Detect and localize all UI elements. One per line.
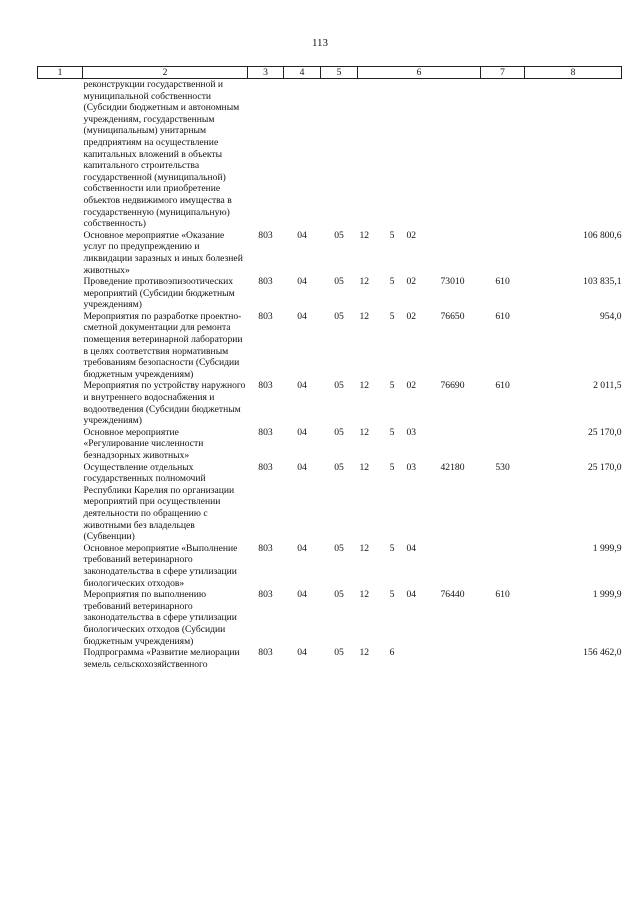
cell-col-4: 04	[297, 647, 307, 659]
cell-col-6-direction	[441, 543, 481, 589]
table-row	[38, 79, 622, 230]
cell-col-7	[481, 427, 525, 462]
cell-col-5: 05	[334, 589, 344, 601]
cell-col-4: 04	[297, 380, 307, 392]
cell-col-7: 610	[495, 589, 510, 601]
cell-col-6-subprogram	[384, 79, 401, 230]
cell-col-6-event: 04	[406, 542, 417, 554]
table-row	[38, 462, 622, 543]
cell-col-4: 04	[297, 589, 307, 601]
cell-name: Подпрограмма «Развитие мелиорации земель сельскохозяйственного	[83, 647, 240, 670]
cell-col-3: 803	[258, 461, 273, 473]
cell-col-6-program: 12	[359, 380, 370, 392]
cell-col-4: 04	[297, 542, 307, 554]
cell-col-6-program: 12	[359, 310, 370, 322]
cell-col-6-event: 03	[406, 461, 417, 473]
cell-col-6-subprogram: 5	[389, 461, 395, 473]
cell-col-6-program: 12	[359, 461, 370, 473]
cell-col-6-direction: 42180	[440, 461, 465, 473]
cell-col-6-program: 12	[359, 229, 370, 241]
cell-col-6-direction: 76650	[440, 310, 465, 322]
cell-col-6-subprogram: 6	[389, 647, 395, 659]
cell-amount: 25 170,0	[587, 426, 622, 438]
cell-col-1	[38, 427, 83, 462]
cell-col-5: 05	[334, 647, 344, 659]
cell-col-7	[481, 79, 525, 230]
cell-col-6-event: 02	[406, 276, 417, 288]
table-row	[38, 380, 622, 426]
cell-col-6-program: 12	[359, 647, 370, 659]
header-col-1: 1	[38, 67, 83, 79]
header-col-4: 4	[284, 67, 321, 79]
cell-col-6-event: 02	[406, 229, 417, 241]
cell-col-1	[38, 79, 83, 230]
table-row	[38, 427, 622, 462]
cell-col-6-direction: 76440	[440, 589, 465, 601]
cell-col-3: 803	[258, 647, 273, 659]
cell-col-1	[38, 589, 83, 647]
cell-col-1	[38, 380, 83, 426]
cell-col-4: 04	[297, 426, 307, 438]
table-row	[38, 543, 622, 589]
cell-col-1	[38, 543, 83, 589]
cell-name: Мероприятия по устройству наружного и внутреннего водоснабжения и водоотведения (Субсидии бюджетным учреждениям)	[83, 380, 246, 427]
cell-col-6-subprogram: 5	[389, 229, 395, 241]
cell-col-5: 05	[334, 461, 344, 473]
cell-amount: 103 835,1	[583, 276, 622, 288]
cell-col-6-direction	[441, 647, 481, 670]
table-row	[38, 230, 622, 276]
table-body	[38, 79, 622, 671]
cell-amount: 25 170,0	[587, 461, 622, 473]
cell-col-4: 04	[297, 310, 307, 322]
header-col-5: 5	[321, 67, 358, 79]
cell-col-7: 610	[495, 276, 510, 288]
cell-col-1	[38, 276, 83, 311]
cell-amount: 954,0	[599, 310, 622, 322]
page-number: 113	[311, 37, 329, 49]
cell-col-6-direction	[441, 427, 481, 462]
header-col-3: 3	[248, 67, 284, 79]
cell-col-6-event: 02	[406, 380, 417, 392]
table-row	[38, 589, 622, 647]
cell-name: Основное мероприятие «Выполнение требований ветеринарного законодательства в сфере утилизации биологических отходов»	[83, 542, 238, 589]
header-row	[38, 67, 622, 79]
cell-col-3: 803	[258, 276, 273, 288]
cell-col-3: 803	[258, 589, 273, 601]
cell-col-6-subprogram: 5	[389, 310, 395, 322]
table-row	[38, 276, 622, 311]
cell-col-4: 04	[297, 461, 307, 473]
table-row	[38, 311, 622, 381]
header-col-2: 2	[83, 67, 248, 79]
cell-col-6-subprogram: 5	[389, 380, 395, 392]
cell-col-6-program	[358, 79, 384, 230]
cell-amount	[525, 79, 622, 230]
cell-amount: 1 999,9	[592, 542, 622, 554]
header-col-8: 8	[525, 67, 622, 79]
cell-col-7: 530	[495, 461, 510, 473]
cell-col-6-subprogram: 5	[389, 542, 395, 554]
cell-col-6-program: 12	[359, 589, 370, 601]
cell-col-1	[38, 230, 83, 276]
cell-col-5: 05	[334, 310, 344, 322]
cell-col-4: 04	[297, 229, 307, 241]
cell-col-3: 803	[258, 310, 273, 322]
cell-col-6-direction	[441, 79, 481, 230]
cell-col-6-direction: 73010	[440, 276, 465, 288]
cell-col-5: 05	[334, 542, 344, 554]
cell-amount: 1 999,9	[592, 589, 622, 601]
cell-col-7: 610	[495, 310, 510, 322]
cell-col-6-event: 03	[406, 426, 417, 438]
cell-col-6-direction: 76690	[440, 380, 465, 392]
cell-col-6-subprogram: 5	[389, 589, 395, 601]
cell-name: Мероприятия по разработке проектно-сметной документации для ремонта помещения ветеринарной лаборатории в целях соответствия нормативным требованиям безопасности (Субсидии бюджетным учреждениям)	[83, 310, 243, 380]
cell-col-6-program: 12	[359, 276, 370, 288]
table-row	[38, 647, 622, 670]
cell-col-7: 610	[495, 380, 510, 392]
cell-col-6-event	[401, 647, 441, 670]
cell-col-1	[38, 647, 83, 670]
cell-amount: 156 462,0	[583, 647, 622, 659]
cell-name: реконструкции государственной и муниципальной собственности (Субсидии бюджетным и автономным учреждениям, государственным (муниципальным) унитарным предприятиям на осуществление капитальных вложений в объекты капитального строительства государственной (муниципальной) собственности или приобретение объектов недвижимого имущества в государственную (муниципальную) собственность)	[83, 79, 240, 230]
cell-col-1	[38, 311, 83, 381]
cell-name: Основное мероприятие «Оказание услуг по предупреждению и ликвидации заразных и иных болезней животных»	[83, 229, 243, 276]
cell-name: Мероприятия по выполнению требований ветеринарного законодательства в сфере утилизации биологических отходов (Субсидии бюджетным учреждениям)	[83, 589, 237, 647]
cell-col-3: 803	[258, 542, 273, 554]
cell-col-5: 05	[334, 380, 344, 392]
cell-col-6-program: 12	[359, 542, 370, 554]
cell-col-3: 803	[258, 426, 273, 438]
cell-col-3	[248, 79, 284, 230]
cell-col-1	[38, 462, 83, 543]
cell-col-6-direction	[441, 230, 481, 276]
cell-col-5	[321, 79, 358, 230]
cell-col-7	[481, 647, 525, 670]
cell-col-4	[284, 79, 321, 230]
cell-col-6-event	[401, 79, 441, 230]
cell-col-6-program: 12	[359, 426, 370, 438]
cell-col-3: 803	[258, 380, 273, 392]
cell-amount: 106 800,6	[583, 229, 622, 241]
header-col-6: 6	[358, 67, 481, 79]
cell-name: Проведение противоэпизоотических мероприятий (Субсидии бюджетным учреждениям)	[83, 276, 235, 311]
cell-col-5: 05	[334, 426, 344, 438]
cell-col-6-subprogram: 5	[389, 276, 395, 288]
cell-col-6-event: 04	[406, 589, 417, 601]
cell-col-6-event: 02	[406, 310, 417, 322]
cell-col-4: 04	[297, 276, 307, 288]
cell-amount: 2 011,5	[593, 380, 622, 392]
header-col-7: 7	[481, 67, 525, 79]
cell-name: Основное мероприятие «Регулирование численности безнадзорных животных»	[83, 426, 204, 461]
cell-col-3: 803	[258, 229, 273, 241]
cell-name: Осуществление отдельных государственных полномочий Республики Карелия по организации мероприятий при осуществлении деятельности по обращению с животными без владельцев (Субвенции)	[83, 461, 235, 543]
cell-col-7	[481, 543, 525, 589]
cell-col-5: 05	[334, 229, 344, 241]
cell-col-6-subprogram: 5	[389, 426, 395, 438]
budget-table	[37, 66, 622, 670]
cell-col-5: 05	[334, 276, 344, 288]
cell-col-7	[481, 230, 525, 276]
